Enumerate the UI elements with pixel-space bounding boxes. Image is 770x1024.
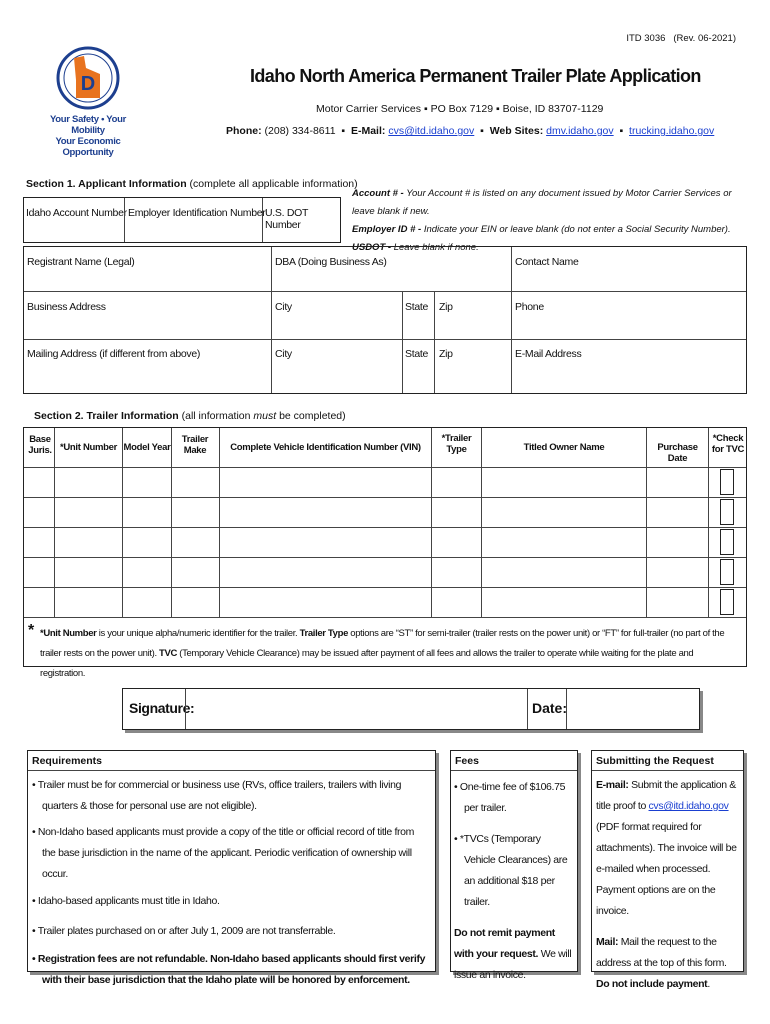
mailing-zip-field[interactable]: Zip: [439, 348, 453, 360]
tvc-checkbox[interactable]: [720, 499, 734, 525]
col-trailer-make: Trailer Make: [181, 434, 209, 456]
submit-email-link[interactable]: cvs@itd.idaho.gov: [648, 800, 729, 812]
col-purchase-date: Purchase Date: [657, 442, 698, 464]
date-label: Date:: [532, 700, 568, 716]
email-address-field[interactable]: E-Mail Address: [515, 348, 582, 360]
mailing-city-field[interactable]: City: [275, 348, 292, 360]
section2-heading: Section 2. Trailer Information (all information must be completed): [34, 410, 346, 422]
business-state-field[interactable]: State: [405, 301, 429, 313]
section1-heading: Section 1. Applicant Information (complete all applicable information): [26, 178, 358, 190]
business-city-field[interactable]: City: [275, 301, 292, 313]
submitting-box: [591, 750, 744, 990]
email-link[interactable]: cvs@itd.idaho.gov: [388, 125, 475, 137]
svg-text:D: D: [80, 73, 96, 95]
mailing-state-field[interactable]: State: [405, 348, 429, 360]
tvc-checkbox[interactable]: [720, 559, 734, 585]
requirements-list: • Trailer must be for commercial or business use (RVs, office trailers, trailers with living quarters & those for personal use are not eligible). • Non-Idaho based applicants must provide a copy of the title or official record of title from the base jurisdiction in the name of the applicant. Periodic verification of ownership will occur. • Idaho-based applicants must title in Idaho. • Trailer plates purchased on or after July 1, 2009 are not transferrable. • Registration fees are not refundable. Non-Idaho based applicants should first verify with their base jurisdiction that the Idaho plate will be honored by enforcement.: [32, 779, 426, 986]
business-address-field[interactable]: Business Address: [27, 301, 106, 313]
registrant-name-field[interactable]: Registrant Name (Legal): [27, 256, 135, 268]
trailer-footnote: *Unit Number is your unique alpha/numeric identifier for the trailer. Trailer Type options are “ST” for semi-trailer (trailer rests on the power unit) or “FT” for full-trailer (no part of the trailer rests on the power unit). TVC (Temporary Vehicle Clearance) may be issued after payment of all fees and allows the trailer to operate while waiting for the plate and registration.: [40, 628, 725, 679]
fees-box: [450, 750, 578, 981]
col-trailer-type: *Trailer Type: [441, 433, 472, 455]
col-vin: Complete Vehicle Identification Number (VIN): [230, 442, 421, 453]
logo-tagline: Your Safety • Your Mobility Your Economic Opportunity: [49, 114, 127, 158]
ein-field[interactable]: Employer Identification Number: [128, 207, 266, 219]
trailer-table: [23, 427, 747, 679]
date-field[interactable]: [567, 689, 699, 729]
dmv-link[interactable]: dmv.idaho.gov: [546, 125, 614, 137]
col-unit-number: *Unit Number: [59, 442, 118, 453]
signature-box: [122, 688, 700, 730]
fees-list: • One-time fee of $106.75 per trailer. • *TVCs (Temporary Vehicle Clearances) are an additional $18 per trailer. Do not remit payment with your request. We will issue an invoice.: [454, 781, 572, 981]
phone-field[interactable]: Phone: [515, 301, 544, 313]
page-title: Idaho North America Permanent Trailer Plate Application: [250, 66, 701, 86]
col-titled-owner: Titled Owner Name: [523, 442, 605, 453]
tvc-checkbox[interactable]: [720, 469, 734, 495]
tvc-checkbox[interactable]: [720, 589, 734, 615]
usdot-field[interactable]: U.S. DOT Number: [265, 207, 308, 231]
idaho-logo: [48, 40, 128, 116]
col-model-year: Model Year: [123, 442, 171, 453]
col-base-juris: Base Juris.: [28, 434, 52, 456]
requirements-title: Requirements: [32, 755, 103, 767]
applicant-table: [23, 246, 747, 394]
contact-address: Motor Carrier Services ▪ PO Box 7129 ▪ Boise, ID 83707-1129: [316, 103, 604, 115]
id-fields-box: [23, 197, 341, 243]
mailing-address-field[interactable]: Mailing Address (if different from above): [27, 348, 201, 360]
requirements-box: [27, 750, 436, 986]
footnote-star: *: [28, 622, 35, 639]
contact-name-field[interactable]: Contact Name: [515, 256, 579, 268]
dba-field[interactable]: DBA (Doing Business As): [275, 256, 387, 268]
submitting-text: E-mail: Submit the application & title proof to cvs@itd.idaho.gov (PDF format required for attachments). The invoice will be e-mailed when processed. Payment options are on the invoice. Mail: Mail the request to the address at the top of this form. Do not include payment.: [596, 779, 737, 990]
business-zip-field[interactable]: Zip: [439, 301, 453, 313]
fees-title: Fees: [455, 755, 479, 767]
idaho-account-number-field[interactable]: Idaho Account Number: [26, 207, 127, 219]
tvc-checkbox[interactable]: [720, 529, 734, 555]
contact-line: Phone: (208) 334-8611 ▪ E-Mail: cvs@itd.idaho.gov ▪ Web Sites: dmv.idaho.gov ▪ trucking.idaho.gov: [226, 125, 715, 137]
form-id: ITD 3036 (Rev. 06-2021): [626, 33, 736, 44]
col-check-tvc: *Check for TVC: [711, 433, 745, 455]
submitting-title: Submitting the Request: [596, 755, 714, 767]
signature-label: Signature:: [129, 700, 195, 716]
trucking-link[interactable]: trucking.idaho.gov: [629, 125, 715, 137]
id-notes: Account # - Your Account # is listed on any document issued by Motor Carrier Services or leave blank if new. Employer ID # - Indicate your EIN or leave blank (do not enter a Social Security Number). USDOT - Leave blank if none.: [352, 188, 732, 253]
